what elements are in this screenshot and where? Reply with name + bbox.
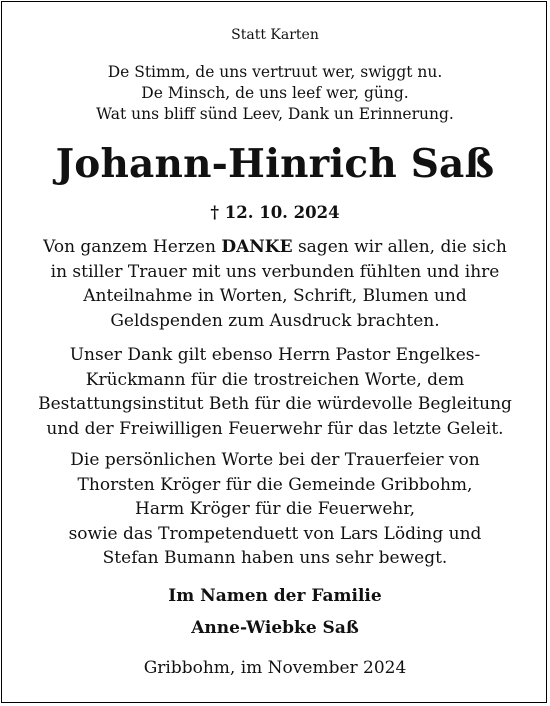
paragraph-line: Stefan Bumann haben uns sehr bewegt.	[102, 548, 448, 568]
ceremony-thanks-paragraph	[2, 448, 548, 571]
pastor-thanks-paragraph	[2, 343, 548, 441]
thanks-paragraph	[2, 235, 548, 333]
deceased-name: Johann-Hinrich Saß	[55, 141, 495, 187]
header-text: Statt Karten	[231, 27, 319, 43]
paragraph-line: Thorsten Kröger für die Gemeinde Gribbohm,	[77, 474, 473, 495]
signature-name: Anne-Wiebke Saß	[191, 618, 359, 638]
paragraph-line: Bestattungsinstitut Beth für die würdevolle Begleitung	[38, 394, 512, 414]
paragraph-line: in stiller Trauer mit uns verbunden fühlten und ihre	[50, 261, 500, 282]
paragraph-line: Unser Dank gilt ebenso Herrn Pastor Engelkes-	[69, 345, 481, 365]
paragraph-line: und der Freiwilligen Feuerwehr für das letzte Geleit.	[46, 418, 504, 439]
poem-line: De Stimm, de uns vertruut wer, swiggt nu.	[107, 63, 443, 81]
poem-line: De Minsch, de uns leef wer, güng.	[141, 84, 409, 102]
paragraph-line: Harm Kröger für die Feuerwehr,	[135, 499, 415, 519]
text-segment: sagen wir allen, die sich	[292, 237, 507, 257]
paragraph-line: Geldspenden zum Ausdruck brachten.	[110, 310, 440, 331]
signature-intro: Im Namen der Familie	[168, 586, 382, 606]
paragraph-line: Krückmann für die trostreichen Worte, dem	[85, 369, 465, 390]
text-segment: Von ganzem Herzen	[43, 237, 222, 257]
paragraph-line: sowie das Trompetenduett von Lars Löding und	[68, 523, 482, 544]
place-and-date: Gribbohm, im November 2024	[143, 658, 407, 678]
paragraph-line: Die persönlichen Worte bei der Trauerfeier von	[70, 450, 480, 470]
obituary-notice	[1, 1, 547, 703]
paragraph-line: Anteilnahme in Worten, Schrift, Blumen und	[83, 286, 467, 306]
poem	[2, 62, 548, 125]
poem-line: Wat uns bliff sünd Leev, Dank un Erinnerung.	[96, 105, 454, 123]
danke-emphasis: DANKE	[221, 237, 293, 257]
paragraph-line	[2, 235, 548, 260]
death-date: † 12. 10. 2024	[210, 203, 340, 222]
